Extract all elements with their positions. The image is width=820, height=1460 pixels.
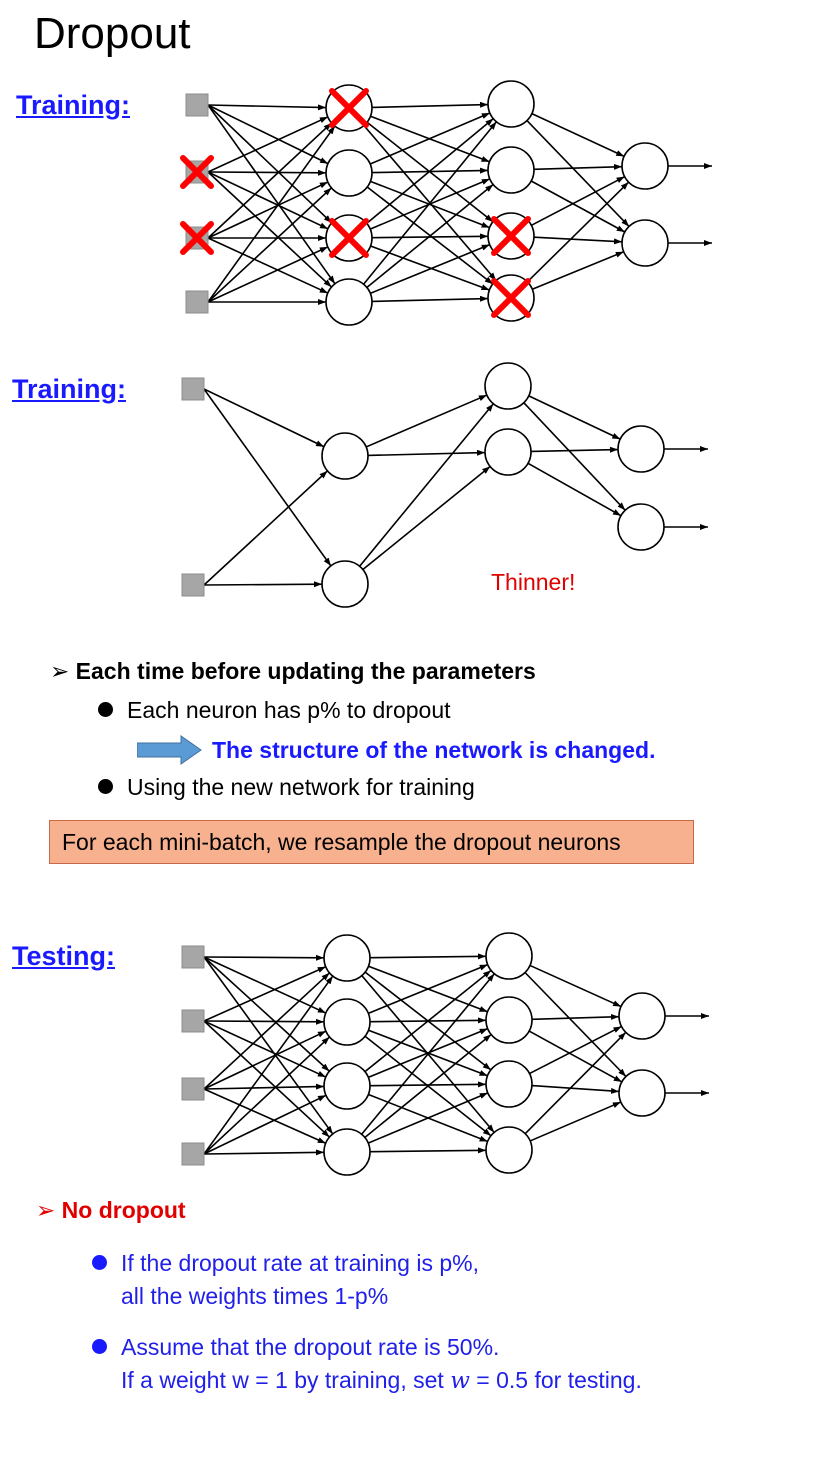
point-2-line-2-b: = 0.5 for testing. [469, 1367, 642, 1394]
point-2-var-w: w [450, 1368, 470, 1395]
thinner-label: Thinner! [491, 569, 576, 595]
neuron-node [324, 935, 370, 981]
connection-arrow [529, 1031, 622, 1082]
point-2-line-1: Assume that the dropout rate is 50%. [121, 1334, 500, 1360]
minibatch-highlight-box: For each mini-batch, we resample the dropout neurons [49, 820, 694, 864]
input-node [182, 1010, 204, 1032]
neuron-node [324, 999, 370, 1045]
structure-changed-text: The structure of the network is changed. [212, 737, 656, 763]
training-label-1: Training: [16, 90, 130, 120]
neuron-node [324, 1129, 370, 1175]
neuron-node [486, 1061, 532, 1107]
bullet-sub-1-text: Each neuron has p% to dropout [127, 697, 451, 723]
connection-arrow [370, 1150, 486, 1151]
neuron-node [619, 1070, 665, 1116]
neuron-node [619, 993, 665, 1039]
connection-arrow [204, 1152, 324, 1154]
input-node [182, 1143, 204, 1165]
connection-arrow [204, 1086, 324, 1089]
no-dropout-text: No dropout [61, 1197, 186, 1223]
page-title: Dropout [34, 9, 191, 58]
connection-arrow [530, 1102, 621, 1141]
connection-arrow [204, 957, 324, 958]
bullet-main-text: Each time before updating the parameters [75, 658, 536, 684]
training-label-2: Training: [12, 374, 126, 404]
bullet-sub-2-text: Using the new network for training [127, 774, 475, 800]
testing-label: Testing: [12, 941, 115, 971]
bullet-dot-icon [92, 1255, 107, 1270]
no-dropout-point-2 [92, 1331, 642, 1399]
bullet-arrow-icon: ➢ [50, 658, 70, 684]
connection-arrow [368, 1093, 488, 1143]
no-dropout-point-1 [92, 1247, 479, 1314]
point-1-line-1: If the dropout rate at training is p%, [121, 1250, 479, 1276]
connection-arrow [204, 976, 333, 1154]
connection-arrow [370, 956, 486, 957]
neuron-node [486, 1127, 532, 1173]
connection-arrow [204, 1095, 326, 1154]
connection-arrow [204, 973, 329, 1089]
connection-arrow [532, 1017, 619, 1020]
bullet-arrow-icon: ➢ [36, 1197, 56, 1223]
input-node [182, 946, 204, 968]
connection-arrow [204, 1021, 324, 1022]
connection-arrow [525, 973, 626, 1077]
no-dropout-heading [36, 1197, 186, 1224]
point-2-line-2-a: If a weight w = 1 by training, set [121, 1367, 451, 1394]
point-2-line-2 [92, 1364, 642, 1398]
connection-arrow [525, 1032, 626, 1133]
neuron-node [486, 997, 532, 1043]
input-node [182, 1078, 204, 1100]
connection-arrow [204, 957, 333, 1134]
bullet-dot-icon [92, 1339, 107, 1354]
point-1-line-2: all the weights times 1-p% [121, 1283, 389, 1310]
connection-arrow [204, 957, 326, 1013]
connection-arrow [530, 965, 621, 1006]
connection-arrow [532, 1086, 619, 1092]
neuron-node [324, 1063, 370, 1109]
neuron-node [486, 933, 532, 979]
